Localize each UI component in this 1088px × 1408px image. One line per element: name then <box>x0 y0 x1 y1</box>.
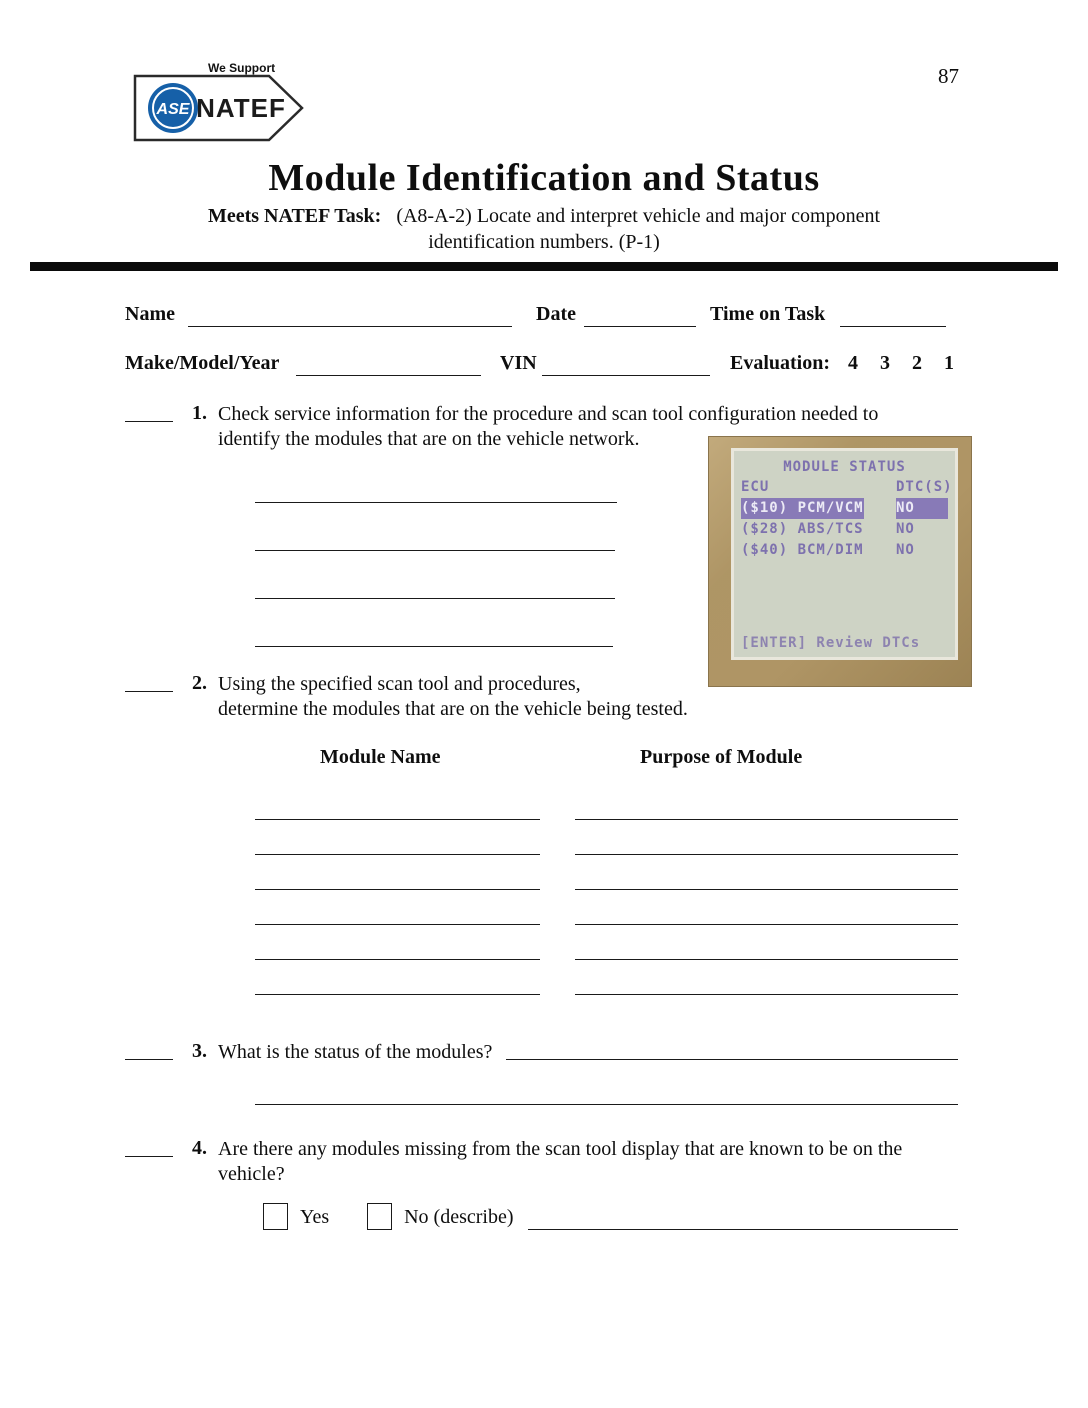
question-3 <box>125 1040 958 1065</box>
answer-line <box>255 820 540 855</box>
question-3-check-blank <box>125 1040 173 1060</box>
question-2-text: Using the specified scan tool and procedures, determine the modules that are on the vehicle being tested. <box>218 673 688 720</box>
question-2-number: 2. <box>192 672 207 694</box>
answer-line <box>575 960 958 995</box>
question-1-text: Check service information for the procedure and scan tool configuration needed to identify the modules that are on the vehicle network. <box>218 403 879 450</box>
evaluation-1: 1 <box>944 352 954 374</box>
scan-row-abs-ecu: ($28) ABS/TCS <box>741 521 864 537</box>
evaluation-2: 2 <box>912 352 922 374</box>
answer-line <box>255 855 540 890</box>
dtc-column-header: DTC(S) <box>896 479 953 495</box>
vin-field <box>542 354 710 376</box>
no-checkbox[interactable] <box>367 1203 392 1230</box>
yes-checkbox[interactable] <box>263 1203 288 1230</box>
task-line2: identification numbers. (P-1) <box>428 231 660 253</box>
purpose-of-module-lines <box>575 785 958 995</box>
evaluation-3: 3 <box>880 352 890 374</box>
page-title: Module Identification and Status <box>268 157 820 199</box>
task-subtitle <box>0 203 1088 255</box>
time-on-task-label: Time on Task <box>710 303 826 325</box>
module-name-header: Module Name <box>320 746 441 768</box>
question-1-check-blank <box>125 402 173 422</box>
scan-row-bcm-ecu: ($40) BCM/DIM <box>741 542 864 558</box>
module-name-lines <box>255 785 540 995</box>
scan-row-abs <box>741 519 948 540</box>
task-line1: (A8-A-2) Locate and interpret vehicle and major component <box>396 205 881 227</box>
answer-line <box>255 551 615 599</box>
question-3-text: What is the status of the modules? <box>218 1041 493 1063</box>
no-describe-answer-line <box>528 1210 958 1230</box>
name-field <box>188 305 512 327</box>
question-4-number: 4. <box>192 1137 207 1159</box>
answer-line <box>255 599 613 647</box>
answer-line <box>255 503 615 551</box>
scan-screen-footer: [ENTER] Review DTCs <box>741 635 921 651</box>
answer-line <box>255 785 540 820</box>
answer-line <box>575 820 958 855</box>
scan-row-bcm <box>741 540 948 561</box>
answer-line <box>575 925 958 960</box>
answer-line <box>255 455 617 503</box>
divider-rule <box>30 262 1058 271</box>
evaluation-scale <box>848 352 954 375</box>
answer-line <box>255 925 540 960</box>
date-field <box>584 305 696 327</box>
scan-row-pcm-dtc: NO <box>896 498 948 519</box>
answer-line <box>575 890 958 925</box>
scan-row-bcm-dtc: NO <box>896 542 915 558</box>
scan-screen-title: MODULE STATUS <box>783 459 906 475</box>
scan-screen-header-row <box>741 477 953 498</box>
purpose-of-module-header: Purpose of Module <box>640 746 803 768</box>
scan-row-pcm <box>741 498 948 519</box>
yes-label: Yes <box>300 1206 330 1228</box>
evaluation-label: Evaluation: <box>730 352 831 374</box>
question-2 <box>125 672 745 722</box>
question-4-text: Are there any modules missing from the scan tool display that are known to be on the vehicle? <box>218 1138 903 1185</box>
make-model-year-label: Make/Model/Year <box>125 352 280 374</box>
question-3-answer-line-2 <box>255 1083 958 1105</box>
question-3-answer-line <box>506 1040 958 1060</box>
scan-row-pcm-ecu: ($10) PCM/VCM <box>741 498 864 519</box>
question-1-answer-lines <box>255 455 617 647</box>
ecu-column-header: ECU <box>741 479 770 495</box>
name-label: Name <box>125 303 175 325</box>
scan-tool-photo <box>708 436 972 687</box>
date-label: Date <box>536 303 576 325</box>
scan-tool-screen <box>731 448 958 660</box>
page-number: 87 <box>938 64 959 88</box>
ase-text: ASE <box>156 101 190 118</box>
question-3-number: 3. <box>192 1040 207 1062</box>
question-4-options <box>263 1203 958 1230</box>
answer-line <box>575 855 958 890</box>
scan-row-abs-dtc: NO <box>896 521 915 537</box>
make-model-year-field <box>296 354 481 376</box>
natef-logo <box>133 56 305 147</box>
question-2-check-blank <box>125 672 173 692</box>
evaluation-4: 4 <box>848 352 858 374</box>
task-label: Meets NATEF Task: <box>207 205 382 227</box>
answer-line <box>255 960 540 995</box>
question-4 <box>125 1137 975 1187</box>
vin-label: VIN <box>500 352 537 374</box>
answer-line <box>575 785 958 820</box>
question-4-check-blank <box>125 1137 173 1157</box>
natef-logo-graphic <box>133 56 305 142</box>
time-on-task-field <box>840 305 946 327</box>
question-1-number: 1. <box>192 402 207 424</box>
no-describe-label: No (describe) <box>404 1206 514 1228</box>
we-support-text: We Support <box>208 61 276 75</box>
natef-text: NATEF <box>196 93 286 123</box>
answer-line <box>255 890 540 925</box>
